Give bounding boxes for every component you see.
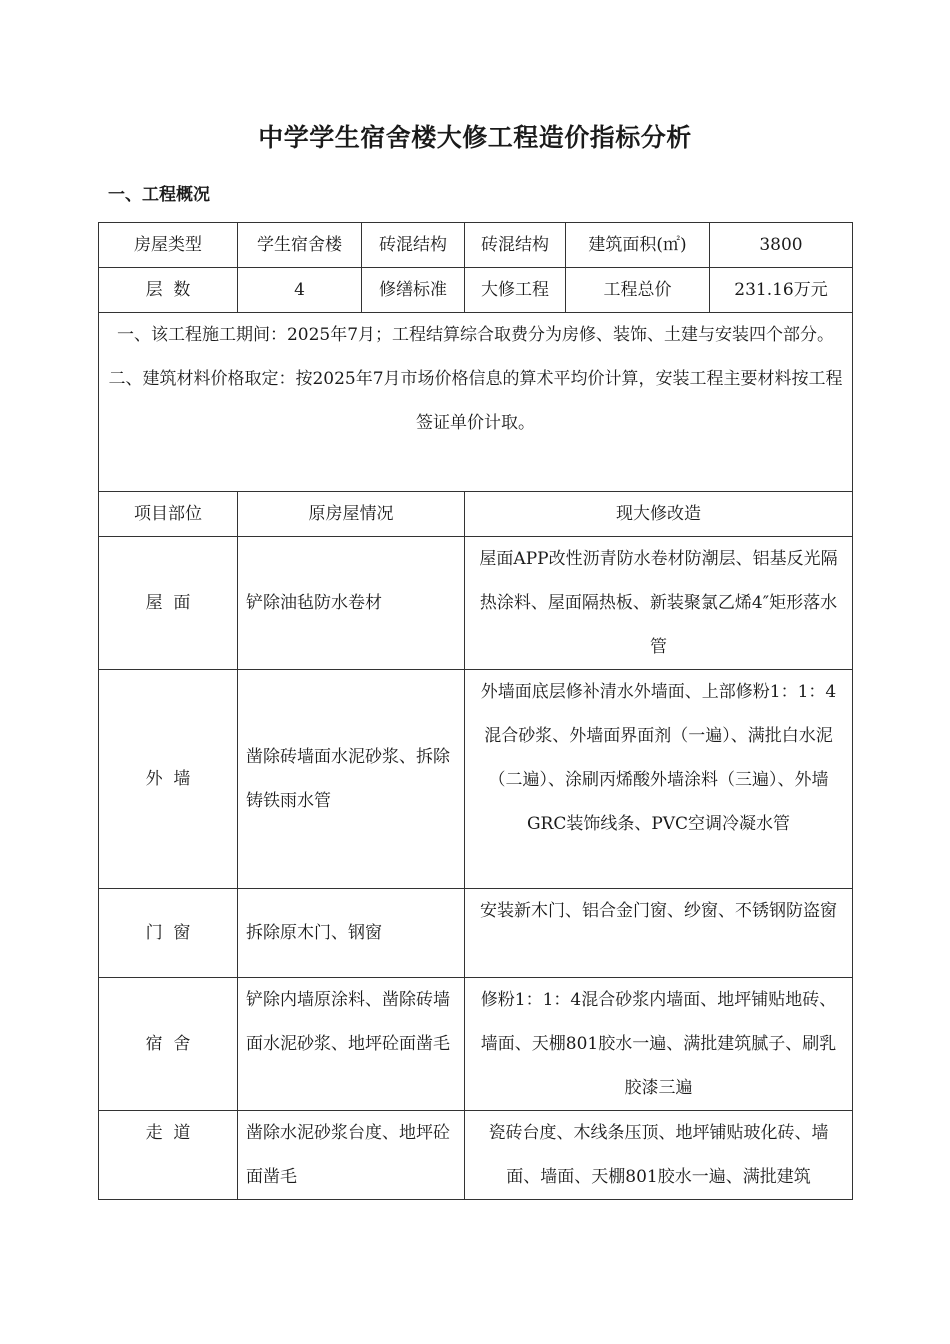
- summary-cell: 砖混结构: [465, 223, 566, 268]
- notes-cell: [99, 313, 853, 492]
- detail-row: [99, 670, 853, 889]
- summary-cell: 层 数: [99, 268, 238, 313]
- summary-cell: 4: [238, 268, 362, 313]
- original-cell: 凿除水泥砂浆台度、地坪砼面凿毛: [238, 1111, 465, 1200]
- renovation-cell: 安装新木门、铝合金门窗、纱窗、不锈钢防盗窗: [465, 889, 853, 978]
- note-paragraph: 一、该工程施工期间：2025年7月；工程结算综合取费分为房修、装饰、土建与安装四个部分。: [116, 325, 835, 345]
- part-cell: 走 道: [99, 1111, 238, 1200]
- summary-cell: 231.16万元: [710, 268, 853, 313]
- part-cell: 屋 面: [99, 537, 238, 670]
- original-cell: 凿除砖墙面水泥砂浆、拆除铸铁雨水管: [238, 670, 465, 889]
- detail-row: [99, 978, 853, 1111]
- renovation-cell: 修粉1：1：4混合砂浆内墙面、地坪铺贴地砖、墙面、天棚801胶水一遍、满批建筑腻子、刷乳胶漆三遍: [465, 978, 853, 1111]
- summary-cell: 3800: [710, 223, 853, 268]
- summary-cell: 修缮标准: [362, 268, 465, 313]
- part-cell: 外 墙: [99, 670, 238, 889]
- renovation-text: 瓷砖台度、木线条压顶、地坪铺贴玻化砖、墙面、墙面、天棚801胶水一遍、满批建筑: [488, 1123, 829, 1187]
- summary-cell: 大修工程: [465, 268, 566, 313]
- notes-row: [99, 313, 853, 492]
- renovation-cell: [465, 1111, 853, 1200]
- summary-row: [99, 268, 853, 313]
- note-paragraph: 二、建筑材料价格取定：按2025年7月市场价格信息的算术平均价计算，安装工程主要材料按工程签证单价计取。: [108, 369, 843, 433]
- project-table: [98, 222, 853, 1200]
- detail-row: [99, 1111, 853, 1200]
- document-title: 中学学生宿舍楼大修工程造价指标分析: [258, 123, 692, 152]
- summary-cell: 建筑面积(㎡): [566, 223, 710, 268]
- original-cell: 铲除内墙原涂料、凿除砖墙面水泥砂浆、地坪砼面凿毛: [238, 978, 465, 1111]
- renovation-cell: 屋面APP改性沥青防水卷材防潮层、铝基反光隔热涂料、屋面隔热板、新装聚氯乙烯4″矩形落水管: [465, 537, 853, 670]
- summary-row: [99, 223, 853, 268]
- section-heading: 一、工程概况: [108, 185, 210, 205]
- summary-cell: 学生宿舍楼: [238, 223, 362, 268]
- header-original: 原房屋情况: [238, 492, 465, 537]
- original-cell: 铲除油毡防水卷材: [238, 537, 465, 670]
- summary-cell: 房屋类型: [99, 223, 238, 268]
- detail-row: [99, 889, 853, 978]
- part-cell: 门 窗: [99, 889, 238, 978]
- renovation-cell: 外墙面底层修补清水外墙面、上部修粉1：1：4混合砂浆、外墙面界面剂（一遍）、满批白水泥（二遍）、涂刷丙烯酸外墙涂料（三遍）、外墙GRC装饰线条、PVC空调冷凝水管: [465, 670, 853, 889]
- part-cell: 宿 舍: [99, 978, 238, 1111]
- summary-cell: 工程总价: [566, 268, 710, 313]
- detail-row: [99, 537, 853, 670]
- detail-header-row: [99, 492, 853, 537]
- header-renovation: 现大修改造: [465, 492, 853, 537]
- original-cell: 拆除原木门、钢窗: [238, 889, 465, 978]
- header-part: 项目部位: [99, 492, 238, 537]
- summary-cell: 砖混结构: [362, 223, 465, 268]
